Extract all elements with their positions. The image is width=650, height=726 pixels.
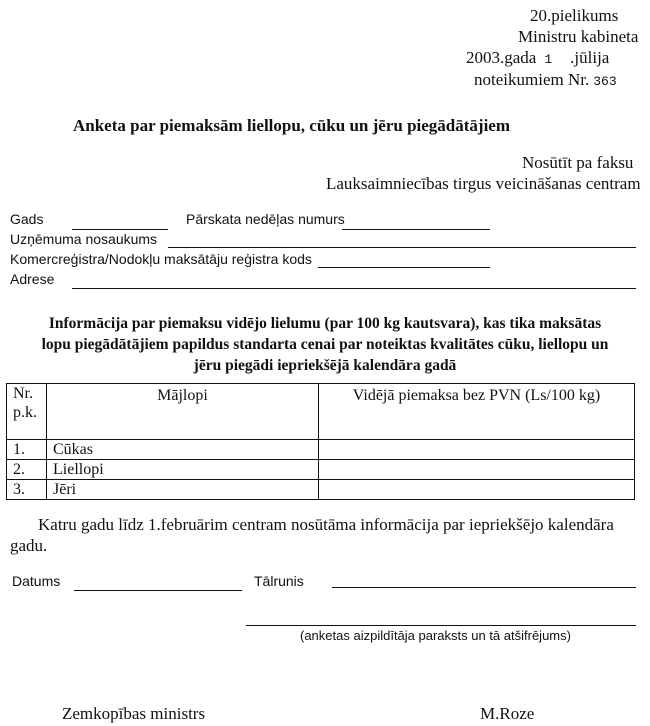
- send-recipient: Lauksaimniecības tirgus veicināšanas centram: [326, 174, 641, 193]
- company-label: Uzņēmuma nosaukums: [10, 231, 158, 247]
- regulation-year: 2003.gada: [466, 48, 537, 67]
- regulation-number: [474, 70, 617, 90]
- header-nr-line1: Nr.: [13, 385, 33, 402]
- row-premium-value[interactable]: [319, 440, 635, 460]
- info-heading-line1: Informācija par piemaksu vidējo lielumu (par 100 kg kautsvara), kas tika maksātas: [48, 315, 602, 332]
- regulation-date: [466, 48, 609, 68]
- address-label: Adrese: [10, 271, 55, 287]
- signature-caption: (anketas aizpildītāja paraksts un tā atšifrējums): [300, 628, 571, 643]
- table-row: [7, 460, 635, 480]
- header-avg-premium: Vidējā piemaksa bez PVN (Ls/100 kg): [319, 384, 635, 440]
- row-nr: 1.: [7, 440, 47, 460]
- year-label: Gads: [10, 211, 44, 227]
- info-heading-line2: lopu piegādātājiem papildus standarta cenai par noteiktas kvalitātes cūku, liellopu un: [41, 336, 609, 353]
- row-livestock: Jēri: [47, 480, 319, 500]
- header-nr-line2: p.k.: [13, 404, 37, 421]
- phone-field[interactable]: [332, 587, 636, 588]
- note-line2: gadu.: [10, 536, 48, 555]
- annex-number: 20.pielikums: [530, 6, 619, 25]
- regulation-month: .jūlija: [570, 48, 610, 67]
- signature-field[interactable]: [246, 625, 636, 626]
- regulation-day: 1: [544, 52, 553, 67]
- minister-title: Zemkopības ministrs: [62, 704, 206, 723]
- regulation-number-value: 363: [593, 74, 617, 89]
- table-row: [7, 480, 635, 500]
- registry-code-label: Komercreģistra/Nodokļu maksātāju reģistra kods: [10, 251, 312, 267]
- row-premium-value[interactable]: [319, 480, 635, 500]
- header-nr: [7, 384, 47, 440]
- note-line1: Katru gadu līdz 1.februārim centram nosūtāma informācija par iepriekšējo kalendāra: [38, 515, 614, 534]
- phone-label: Tālrunis: [254, 573, 304, 589]
- date-label: Datums: [12, 573, 61, 589]
- send-by-fax: Nosūtīt pa faksu: [522, 153, 634, 172]
- cabinet-label: Ministru kabineta: [518, 27, 639, 46]
- row-nr: 2.: [7, 460, 47, 480]
- week-field[interactable]: [342, 229, 490, 230]
- year-field[interactable]: [72, 229, 168, 230]
- row-livestock: Liellopi: [47, 460, 319, 480]
- table-header-row: [7, 384, 635, 440]
- row-livestock: Cūkas: [47, 440, 319, 460]
- info-heading-line3: jēru piegādi iepriekšējā kalendāra gadā: [193, 357, 457, 374]
- row-nr: 3.: [7, 480, 47, 500]
- table-row: [7, 440, 635, 460]
- company-field[interactable]: [168, 247, 636, 248]
- header-livestock: Mājlopi: [47, 384, 319, 440]
- address-field[interactable]: [72, 288, 636, 289]
- row-premium-value[interactable]: [319, 460, 635, 480]
- week-label: Pārskata nedēļas numurs: [186, 211, 345, 227]
- regulation-number-label: noteikumiem Nr.: [474, 70, 590, 89]
- registry-code-field[interactable]: [318, 267, 490, 268]
- document-title: Anketa par piemaksām liellopu, cūku un jēru piegādātājiem: [73, 116, 511, 135]
- date-field[interactable]: [74, 590, 242, 591]
- premium-table: [6, 383, 635, 500]
- minister-name: M.Roze: [480, 704, 535, 723]
